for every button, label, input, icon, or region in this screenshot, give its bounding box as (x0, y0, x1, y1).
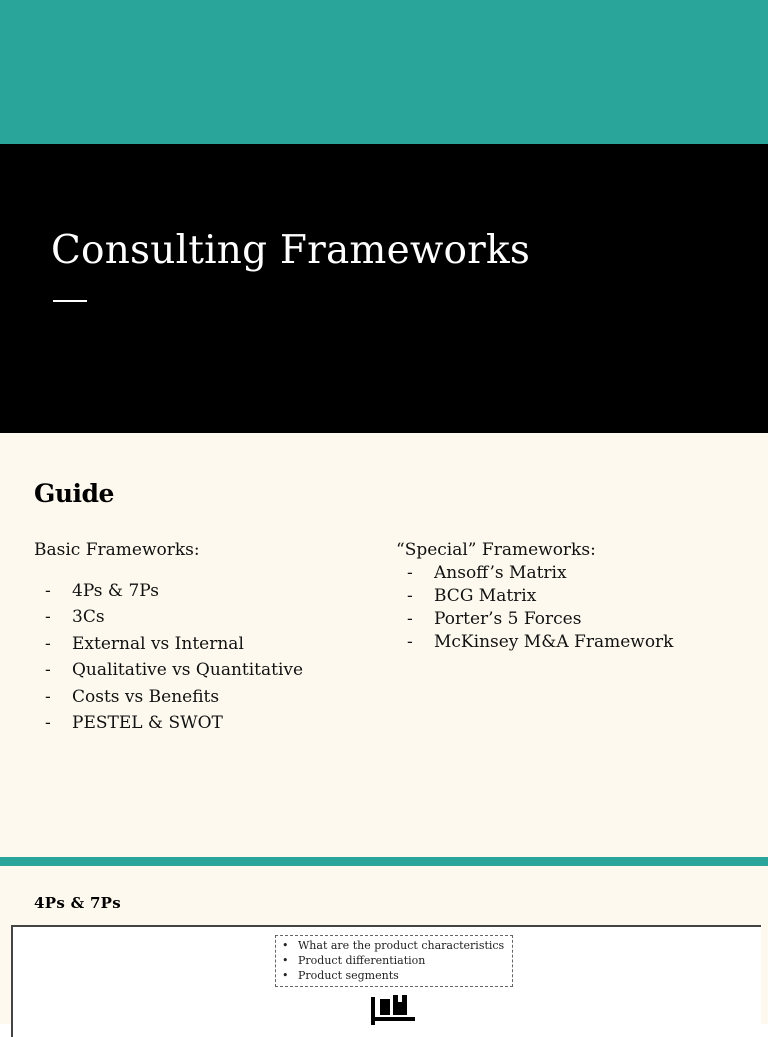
list-item (396, 608, 673, 631)
list-item (34, 631, 303, 657)
list-item (34, 604, 303, 630)
guide-heading: Guide (34, 479, 114, 508)
product-box-icon (371, 995, 419, 1025)
list-item (34, 578, 303, 604)
basic-frameworks-column (34, 539, 303, 736)
special-frameworks-list (396, 562, 673, 654)
special-frameworks-column (396, 539, 673, 654)
dash-marker: - (407, 586, 413, 606)
list-item-label: Costs vs Benefits (72, 686, 220, 707)
list-item (282, 953, 506, 968)
list-item-label: 3Cs (72, 607, 105, 628)
dash-marker: - (407, 609, 413, 629)
slide-divider (0, 857, 768, 866)
list-item-label: BCG Matrix (434, 586, 537, 606)
dash-marker: - (45, 686, 51, 707)
title-slide (0, 144, 768, 433)
list-item (34, 684, 303, 710)
list-item-label: What are the product characteristics (298, 939, 505, 952)
list-item (34, 710, 303, 736)
list-item-label: 4Ps & 7Ps (72, 581, 159, 601)
list-item (282, 968, 506, 983)
list-item (396, 585, 673, 608)
dash-marker: - (45, 660, 51, 681)
product-questions-box (275, 935, 513, 987)
basic-frameworks-list (34, 578, 303, 736)
list-item (282, 938, 506, 953)
dash-marker: - (45, 607, 51, 628)
bullet-marker: • (282, 969, 289, 982)
list-item (396, 562, 673, 585)
special-frameworks-heading: “Special” Frameworks: (396, 540, 596, 560)
fourps-heading: 4Ps & 7Ps (34, 894, 122, 912)
list-item-label: Product segments (298, 969, 399, 982)
fourps-slide (0, 866, 768, 1024)
list-item-label: External vs Internal (72, 633, 244, 654)
slide-title: Consulting Frameworks (51, 228, 531, 273)
list-item-label: Product differentiation (298, 954, 426, 967)
bullet-marker: • (282, 954, 289, 967)
list-item-label: Ansoff’s Matrix (434, 563, 567, 583)
dash-marker: - (45, 713, 51, 734)
basic-frameworks-heading: Basic Frameworks: (34, 540, 200, 560)
list-item-label: McKinsey M&A Framework (434, 632, 674, 652)
dash-marker: - (45, 633, 51, 654)
dash-marker: - (45, 581, 51, 601)
guide-slide (0, 433, 768, 857)
list-item-label: Qualitative vs Quantitative (72, 660, 304, 681)
diagram-frame (11, 925, 761, 1037)
list-item-label: PESTEL & SWOT (72, 713, 223, 734)
top-teal-band (0, 0, 768, 144)
product-questions-list (282, 938, 506, 983)
dash-marker: - (407, 632, 413, 652)
list-item (396, 631, 673, 654)
title-underline (53, 300, 87, 302)
list-item-label: Porter’s 5 Forces (434, 609, 582, 629)
list-item (34, 657, 303, 683)
dash-marker: - (407, 563, 413, 583)
bullet-marker: • (282, 939, 289, 952)
